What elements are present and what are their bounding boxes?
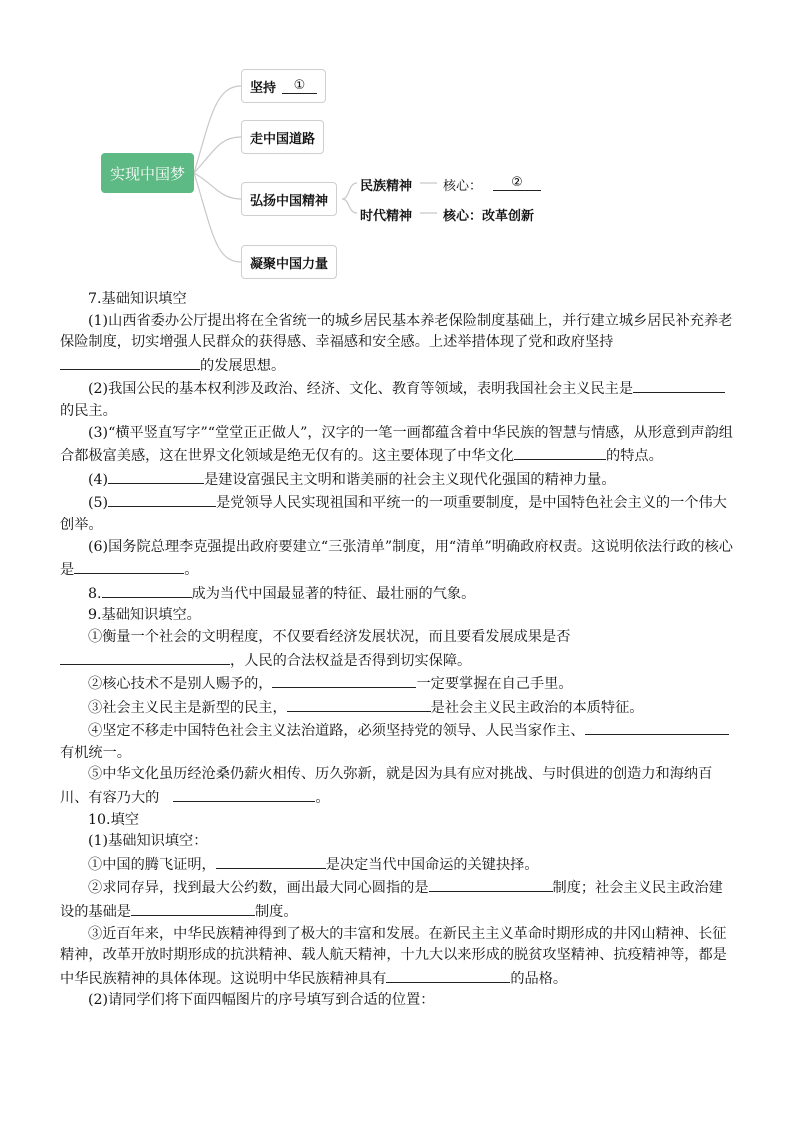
answer-blank[interactable] bbox=[102, 582, 192, 598]
mind-map bbox=[0, 0, 794, 290]
answer-blank[interactable] bbox=[287, 696, 431, 712]
q7-item-4-text: 是建设富强民主文明和谐美丽的社会主义现代化强国的精神力量。 bbox=[204, 471, 616, 488]
q9-item-5 bbox=[60, 764, 736, 809]
q7-item-2-text: (2)我国公民的基本权利涉及政治、经济、文化、教育等领域，表明我国社会主义民主是 bbox=[88, 381, 634, 398]
q9-item-1-text: ①衡量一个社会的文明程度，不仅要看经济发展状况，而且要看发展成果是否 bbox=[88, 628, 571, 645]
q7-item-3-text: (3)“横平竖直写字”“堂堂正正做人”，汉字的一笔一画都蕴含着中华民族的智慧与情感，从形意到声韵组合都极富美感，这在世界文化领域是绝无仅有的。这主要体现了中华文化 bbox=[60, 424, 733, 465]
q7-item-4-num: (4) bbox=[88, 471, 109, 488]
answer-blank[interactable] bbox=[429, 876, 553, 892]
q10-sub-1: (1)基础知识填空： bbox=[88, 833, 208, 850]
q9-item-3-tail: 是社会主义民主政治的本质特征。 bbox=[430, 699, 644, 716]
q7-item-6-text: (6)国务院总理李克强提出政府要建立“三张清单”制度，用“清单”明确政府权责。这说明依法行政的核心是 bbox=[60, 538, 733, 579]
q10-sub-2: (2)请同学们将下面四幅图片的序号填写到合适的位置： bbox=[88, 992, 435, 1009]
q9-item-4-tail: 有机统一。 bbox=[60, 744, 131, 761]
q10-item-2-text: ②求同存异，找到最大公约数，画出最大同心圆指的是 bbox=[88, 880, 429, 897]
q7-item-3 bbox=[60, 423, 736, 468]
q9-item-2-tail: 一定要掌握在自己手里。 bbox=[416, 676, 573, 693]
branch-china-strength: 凝聚中国力量 bbox=[241, 245, 337, 279]
q7-item-3-tail: 的特点。 bbox=[606, 448, 663, 465]
mind-map-connectors bbox=[0, 0, 794, 290]
q7-item-1-tail: 的发展思想。 bbox=[200, 357, 286, 374]
branch-china-spirit: 弘扬中国精神 bbox=[241, 182, 337, 216]
national-spirit-core-blank bbox=[493, 175, 541, 191]
q9-item-1 bbox=[60, 627, 736, 672]
answer-blank[interactable] bbox=[108, 491, 216, 507]
q9-item-4 bbox=[60, 719, 736, 764]
q10-item-1 bbox=[60, 853, 736, 877]
national-spirit-label: 民族精神 bbox=[360, 179, 413, 194]
answer-blank[interactable] bbox=[131, 900, 255, 916]
answer-blank[interactable] bbox=[216, 853, 326, 869]
answer-blank[interactable] bbox=[60, 354, 200, 370]
q7-item-2-tail: 的民主。 bbox=[60, 402, 117, 419]
q9-item-1-tail: ，人民的合法权益是否得到切实保障。 bbox=[230, 652, 472, 669]
q9-item-2 bbox=[60, 672, 736, 696]
q7-item-5-text: 是党领导人民实现祖国和平统一的一项重要制度，是中国特色社会主义的一个伟大创举。 bbox=[60, 495, 727, 533]
era-spirit-label: 时代精神 bbox=[360, 209, 413, 224]
q10-item-2-tail: 制度。 bbox=[254, 904, 298, 921]
mind-map-root: 实现中国梦 bbox=[101, 153, 194, 193]
q9-item-5-tail: 。 bbox=[315, 790, 330, 807]
q9-item-3 bbox=[60, 696, 736, 720]
q8 bbox=[60, 582, 736, 606]
q9-item-4-text: ④坚定不移走中国特色社会主义法治道路，必须坚持党的领导、人民当家作主、 bbox=[88, 723, 585, 740]
answer-blank[interactable] bbox=[514, 444, 606, 460]
national-spirit-core-label: 核心： bbox=[443, 179, 483, 194]
q10-item-3 bbox=[60, 924, 736, 991]
answer-blank[interactable] bbox=[108, 468, 204, 484]
q10-item-3-tail: 的品格。 bbox=[510, 970, 568, 987]
q8-num: 8. bbox=[88, 585, 102, 602]
q10-item-1-tail: 是决定当代中国命运的关键抉择。 bbox=[325, 856, 539, 873]
q7-item-4 bbox=[60, 468, 736, 492]
q10-item-2-mid: 制度；社会主义民主政治建设的基础是 bbox=[60, 880, 723, 921]
blank-2: ② bbox=[493, 175, 541, 191]
q7-title: 7.基础知识填空 bbox=[88, 291, 187, 307]
q7-item-2 bbox=[60, 377, 736, 422]
answer-blank[interactable] bbox=[272, 672, 416, 688]
answer-blank[interactable] bbox=[173, 786, 315, 802]
q9-item-3-text: ③社会主义民主是新型的民主， bbox=[88, 699, 287, 716]
exercise-document bbox=[60, 289, 736, 1012]
answer-blank[interactable] bbox=[585, 719, 729, 735]
q7-item-1 bbox=[60, 311, 736, 378]
era-spirit-core: 核心：改革创新 bbox=[443, 209, 535, 224]
q10-item-2 bbox=[60, 876, 736, 923]
branch-china-road: 走中国道路 bbox=[241, 120, 324, 154]
q9-item-2-text: ②核心技术不是别人赐予的， bbox=[88, 676, 273, 693]
q10-title: 10.填空 bbox=[88, 811, 139, 828]
q7-item-6-tail: 。 bbox=[184, 562, 199, 579]
answer-blank[interactable] bbox=[633, 377, 725, 393]
q7-item-5 bbox=[60, 491, 736, 536]
answer-blank[interactable] bbox=[386, 967, 510, 983]
answer-blank[interactable] bbox=[60, 649, 230, 665]
blank-1: ① bbox=[282, 78, 317, 94]
q8-text: 成为当代中国最显著的特征、最壮丽的气象。 bbox=[191, 585, 476, 602]
answer-blank[interactable] bbox=[74, 558, 184, 574]
q7-item-5-num: (5) bbox=[88, 495, 109, 512]
q10-item-1-text: ①中国的腾飞证明， bbox=[88, 856, 216, 873]
q9-item-5-text: ⑤中华文化虽历经沧桑仍薪火相传、历久弥新，就是因为具有应对挑战、与时俱进的创造力和海纳百川、有容乃大的 bbox=[60, 766, 713, 807]
branch-adhere bbox=[241, 69, 326, 103]
q9-title: 9.基础知识填空。 bbox=[88, 607, 201, 624]
q10-item-3-text: ③近百年来，中华民族精神得到了极大的丰富和发展。在新民主主义革命时期形成的井冈山精神、长征精神，改革开放时期形成的抗洪精神、载人航天精神，十九大以来形成的脱贫攻坚精神、抗疫精神等，都是中华民族精神的具体体现。这说明中华民族精神具有 bbox=[60, 925, 727, 987]
branch-adhere-label: 坚持 bbox=[250, 80, 277, 96]
q7-item-6 bbox=[60, 537, 736, 582]
q7-item-1-text: (1)山西省委办公厅提出将在全省统一的城乡居民基本养老保险制度基础上，并行建立城乡居民补充养老保险制度，切实增强人民群众的获得感、幸福感和安全感。上述举措体现了党和政府坚持 bbox=[60, 312, 733, 351]
